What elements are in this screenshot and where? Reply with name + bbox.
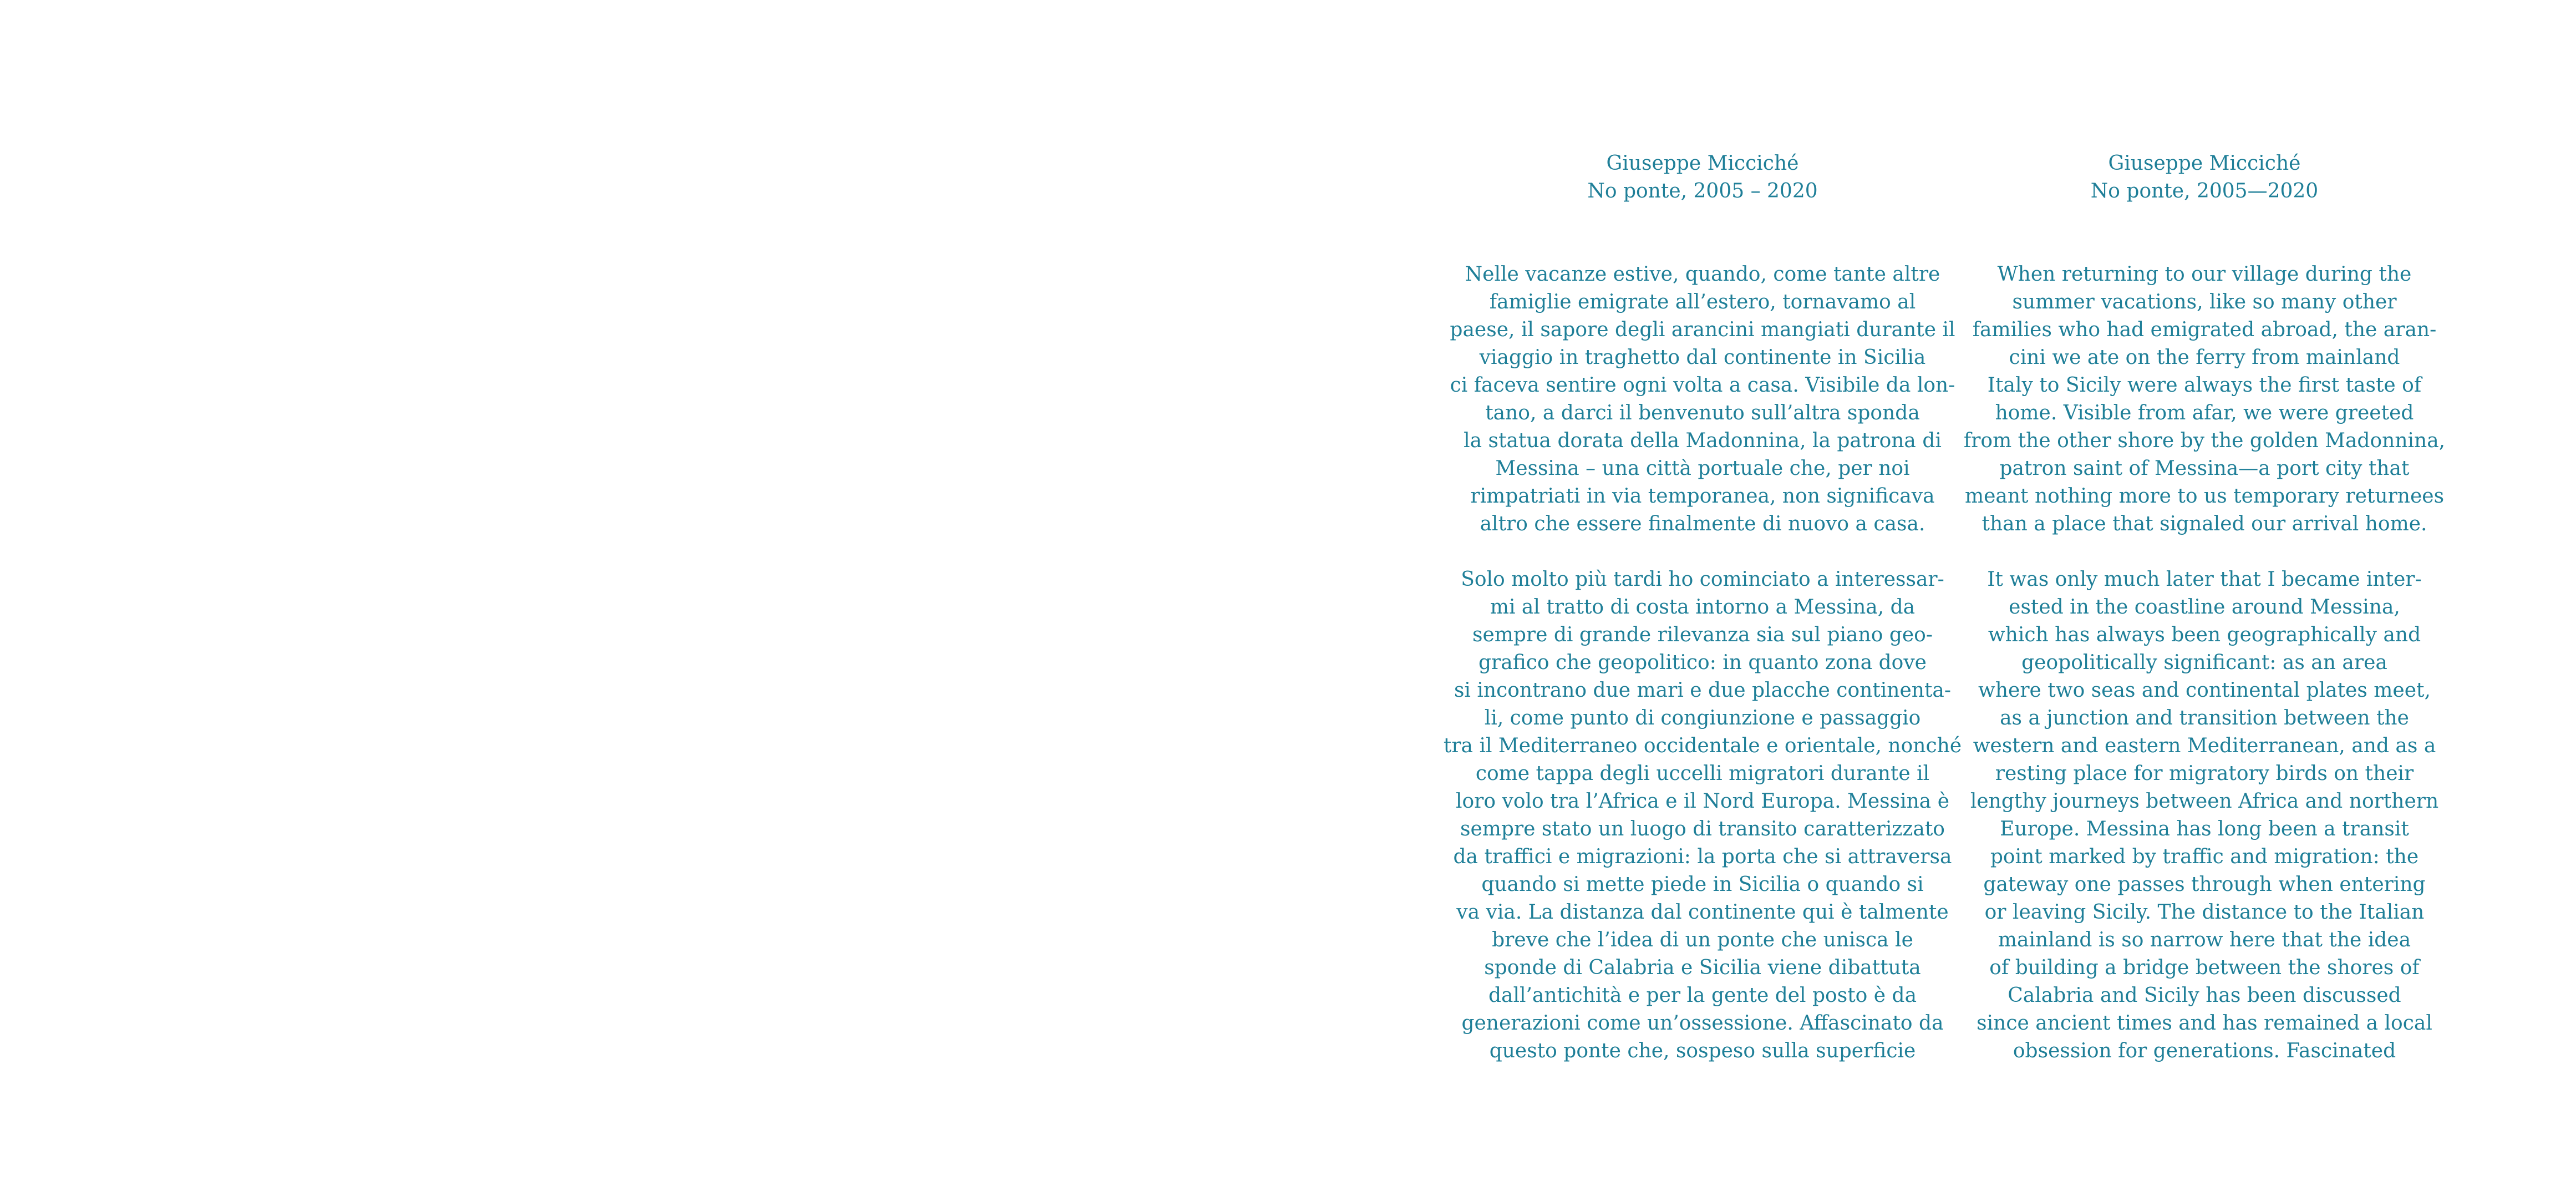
text-line: dall’antichità e per la gente del posto è da — [1488, 984, 1917, 1007]
text-line: Messina – una città portuale che, per noi — [1495, 457, 1910, 480]
paragraph — [1922, 261, 2487, 538]
text-line: paese, il sapore degli arancini mangiati durante il — [1450, 318, 1955, 341]
text-line: Calabria and Sicily has been discussed — [2008, 984, 2401, 1007]
text-line: Nelle vacanze estive, quando, come tante altre — [1465, 263, 1940, 286]
text-line: la statua dorata della Madonnina, la patrona di — [1464, 429, 1942, 452]
text-line: resting place for migratory birds on their — [1995, 762, 2414, 785]
text-line: grafico che geopolitico: in quanto zona dove — [1478, 651, 1927, 674]
text-line: ci faceva sentire ogni volta a casa. Visibile da lon- — [1450, 374, 1955, 397]
text-line: cini we ate on the ferry from mainland — [2009, 346, 2400, 369]
text-line: mi al tratto di costa intorno a Messina, da — [1490, 596, 1916, 619]
text-line: where two seas and continental plates meet, — [1978, 679, 2431, 702]
author-name: Giuseppe Micciché — [1606, 152, 1799, 175]
text-line: questo ponte che, sospeso sulla superficie — [1489, 1040, 1916, 1062]
text-line: altro che essere finalmente di nuovo a casa. — [1480, 513, 1925, 535]
italian-header — [1420, 150, 1985, 205]
text-line: as a junction and transition between the — [2000, 707, 2409, 729]
text-line: loro volo tra l’Africa e il Nord Europa. Messina è — [1455, 790, 1950, 813]
text-line: from the other shore by the golden Madonnina, — [1963, 429, 2446, 452]
text-line: Italy to Sicily were always the first taste of — [1987, 374, 2422, 397]
paragraph — [1420, 566, 1985, 1065]
text-line: geopolitically significant: as an area — [2021, 651, 2387, 674]
english-column — [1922, 150, 2487, 1065]
text-line: lengthy journeys between Africa and northern — [1970, 790, 2439, 813]
text-line: families who had emigrated abroad, the aran- — [1972, 318, 2437, 341]
work-title: No ponte, 2005 – 2020 — [1587, 180, 1818, 202]
text-line: Solo molto più tardi ho cominciato a interessar- — [1461, 568, 1944, 591]
text-line: of building a bridge between the shores of — [1989, 956, 2420, 979]
text-line: which has always been geographically and — [1988, 624, 2421, 646]
text-line: viaggio in traghetto dal continente in Sicilia — [1479, 346, 1926, 369]
text-line: It was only much later that I became inter- — [1987, 568, 2422, 591]
text-line: rimpatriati in via temporanea, non significava — [1470, 485, 1935, 508]
text-line: si incontrano due mari e due placche continenta- — [1454, 679, 1952, 702]
text-line: generazioni come un’ossessione. Affascinato da — [1461, 1012, 1944, 1035]
text-line: point marked by traffic and migration: the — [1990, 845, 2419, 868]
text-line: Europe. Messina has long been a transit — [2000, 818, 2409, 840]
text-line: home. Visible from afar, we were greeted — [1995, 402, 2414, 424]
text-line: come tappa degli uccelli migratori durante il — [1475, 762, 1930, 785]
text-line: li, come punto di congiunzione e passaggio — [1484, 707, 1921, 729]
text-line: famiglie emigrate all’estero, tornavamo al — [1489, 291, 1916, 313]
text-line: va via. La distanza dal continente qui è talmente — [1456, 901, 1949, 924]
text-line: patron saint of Messina—a port city that — [1999, 457, 2410, 480]
author-name: Giuseppe Micciché — [2108, 152, 2301, 175]
text-line: meant nothing more to us temporary returnees — [1964, 485, 2445, 508]
text-line: than a place that signaled our arrival home. — [1981, 513, 2427, 535]
english-text — [1922, 261, 2487, 1065]
text-line: breve che l’idea di un ponte che unisca le — [1492, 929, 1913, 951]
text-line: gateway one passes through when entering — [1983, 873, 2426, 896]
text-line: tano, a darci il benvenuto sull’altra sponda — [1485, 402, 1920, 424]
text-line: When returning to our village during the — [1997, 263, 2412, 286]
text-line: summer vacations, like so many other — [2012, 291, 2397, 313]
text-line: since ancient times and has remained a local — [1977, 1012, 2432, 1035]
text-line: tra il Mediterraneo occidentale e orientale, nonché — [1443, 734, 1962, 757]
text-line: da traffici e migrazioni: la porta che si attraversa — [1453, 845, 1952, 868]
text-line: quando si mette piede in Sicilia o quando si — [1481, 873, 1924, 896]
text-line: mainland is so narrow here that the idea — [1998, 929, 2411, 951]
text-line: obsession for generations. Fascinated — [2013, 1040, 2396, 1062]
text-line: sempre di grande rilevanza sia sul piano geo- — [1472, 624, 1933, 646]
text-line: western and eastern Mediterranean, and as a — [1973, 734, 2436, 757]
italian-text — [1420, 261, 1985, 1065]
english-header — [1922, 150, 2487, 205]
text-line: or leaving Sicily. The distance to the Italian — [1984, 901, 2425, 924]
text-line: sempre stato un luogo di transito caratterizzato — [1460, 818, 1945, 840]
text-line: ested in the coastline around Messina, — [2009, 596, 2400, 619]
paragraph — [1420, 261, 1985, 538]
italian-column — [1420, 150, 1985, 1065]
work-title: No ponte, 2005—2020 — [2090, 180, 2319, 202]
paragraph — [1922, 566, 2487, 1065]
text-line: sponde di Calabria e Sicilia viene dibattuta — [1484, 956, 1921, 979]
